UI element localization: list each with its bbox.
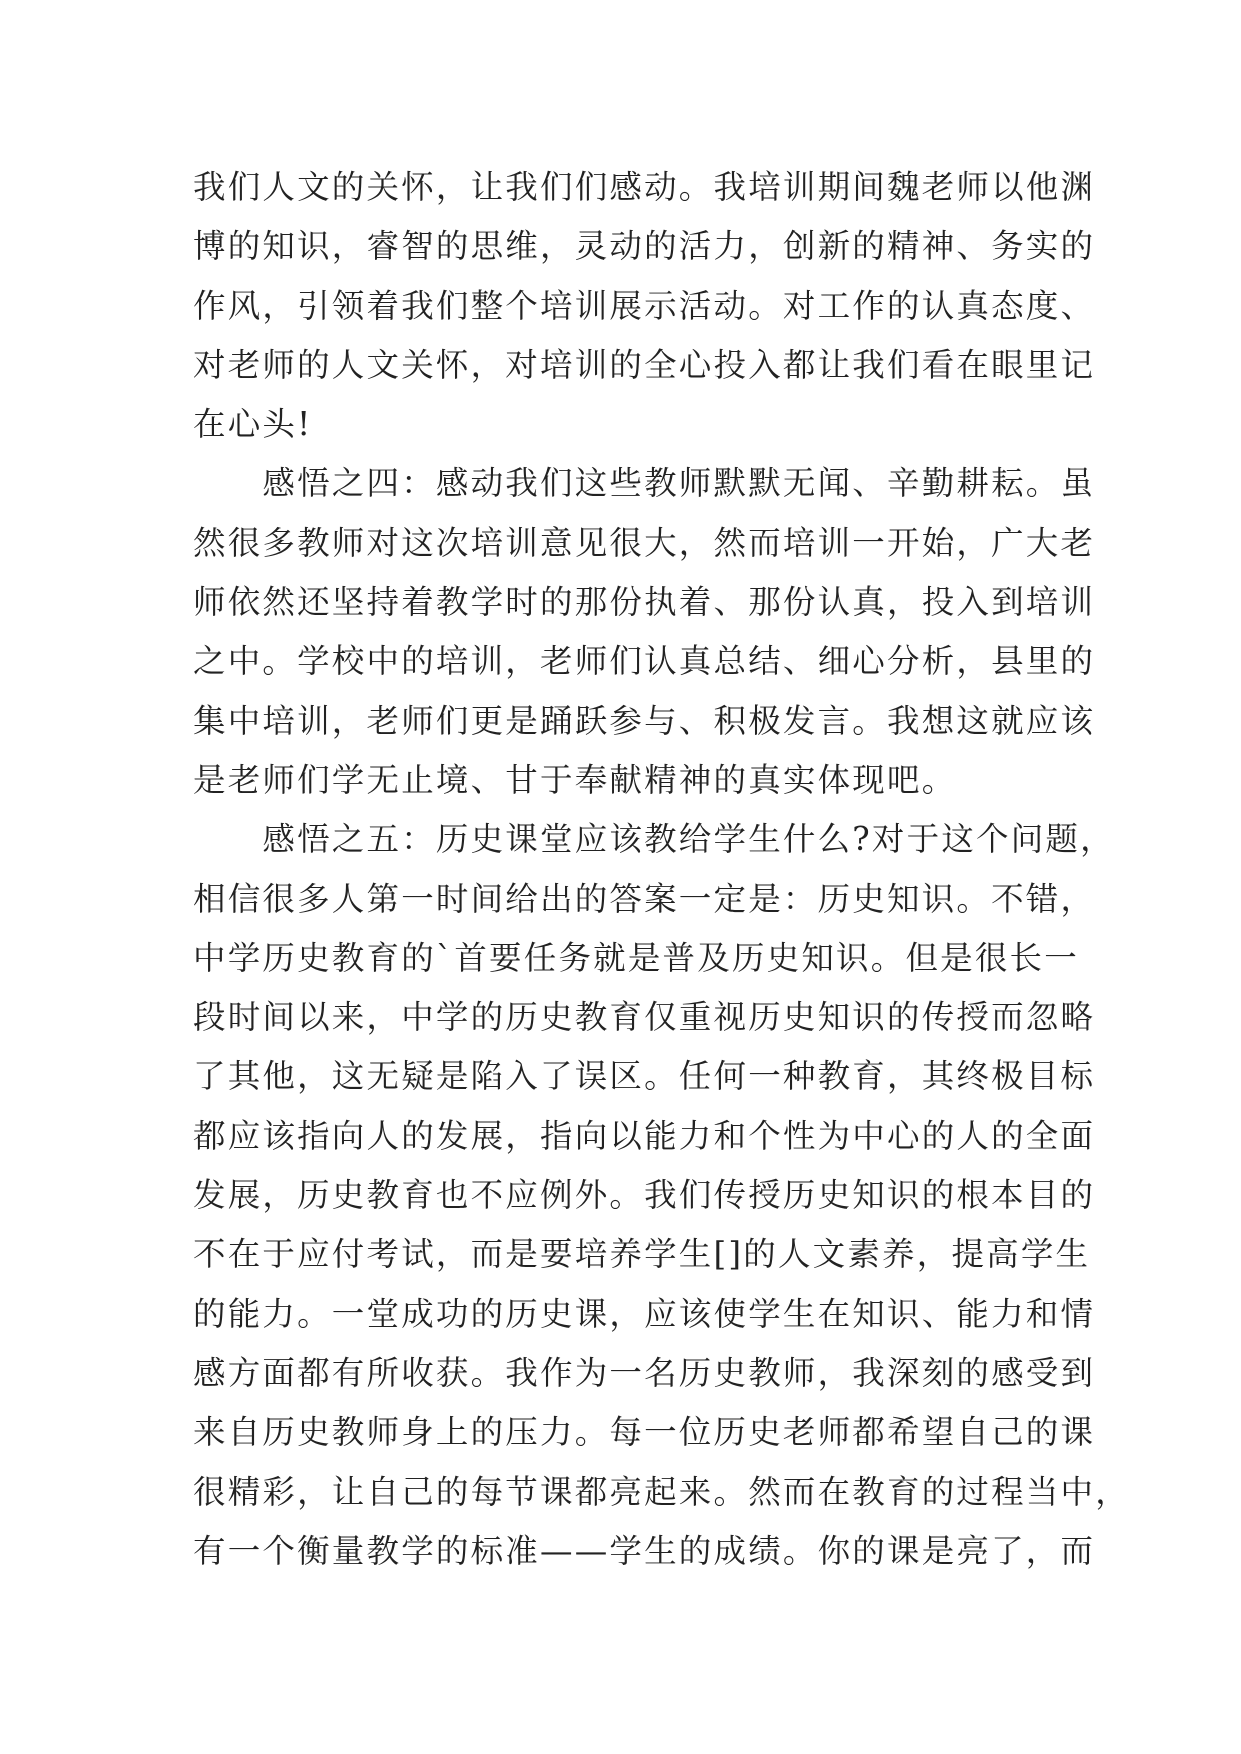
text-line: 都应该指向人的发展，指向以能力和个性为中心的人的全面 xyxy=(193,1116,1096,1155)
text-line: 有一个衡量教学的标准——学生的成绩。你的课是亮了，而 xyxy=(193,1531,1096,1570)
text-line: 感悟之四：感动我们这些教师默默无闻、辛勤耕耘。虽 xyxy=(193,464,1096,503)
body-text xyxy=(193,158,1130,1581)
text-line: 中学历史教育的`首要任务就是普及历史知识。但是很长一 xyxy=(193,938,1079,977)
text-line: 感悟之五：历史课堂应该教给学生什么?对于这个问题， xyxy=(193,820,1115,859)
text-line: 了其他，这无疑是陷入了误区。任何一种教育，其终极目标 xyxy=(193,1057,1096,1096)
text-line: 集中培训，老师们更是踊跃参与、积极发言。我想这就应该 xyxy=(193,701,1096,740)
text-line: 不在于应付考试，而是要培养学生[]的人文素养，提高学生 xyxy=(193,1235,1091,1274)
text-line: 然很多教师对这次培训意见很大，然而培训一开始，广大老 xyxy=(193,523,1096,562)
text-line: 博的知识，睿智的思维，灵动的活力，创新的精神、务实的 xyxy=(193,227,1096,266)
text-line: 是老师们学无止境、甘于奉献精神的真实体现吧。 xyxy=(193,760,957,799)
text-line: 对老师的人文关怀，对培训的全心投入都让我们看在眼里记 xyxy=(193,345,1096,384)
text-line: 相信很多人第一时间给出的答案一定是：历史知识。不错， xyxy=(193,879,1096,918)
text-line: 在心头! xyxy=(193,405,313,444)
text-line: 发展，历史教育也不应例外。我们传授历史知识的根本目的 xyxy=(193,1176,1096,1215)
text-line: 来自历史教师身上的压力。每一位历史老师都希望自己的课 xyxy=(193,1413,1096,1452)
text-line: 很精彩，让自己的每节课都亮起来。然而在教育的过程当中， xyxy=(193,1472,1130,1511)
text-line: 我们人文的关怀，让我们们感动。我培训期间魏老师以他渊 xyxy=(193,168,1096,206)
text-line: 段时间以来，中学的历史教育仅重视历史知识的传授而忽略 xyxy=(193,998,1096,1037)
text-line: 师依然还坚持着教学时的那份执着、那份认真，投入到培训 xyxy=(193,583,1096,622)
text-line: 作风，引领着我们整个培训展示活动。对工作的认真态度、 xyxy=(193,286,1096,325)
text-line: 的能力。一堂成功的历史课，应该使学生在知识、能力和情 xyxy=(193,1294,1096,1333)
text-line: 之中。学校中的培训，老师们认真总结、细心分析，县里的 xyxy=(193,642,1096,681)
text-line: 感方面都有所收获。我作为一名历史教师，我深刻的感受到 xyxy=(193,1353,1096,1392)
